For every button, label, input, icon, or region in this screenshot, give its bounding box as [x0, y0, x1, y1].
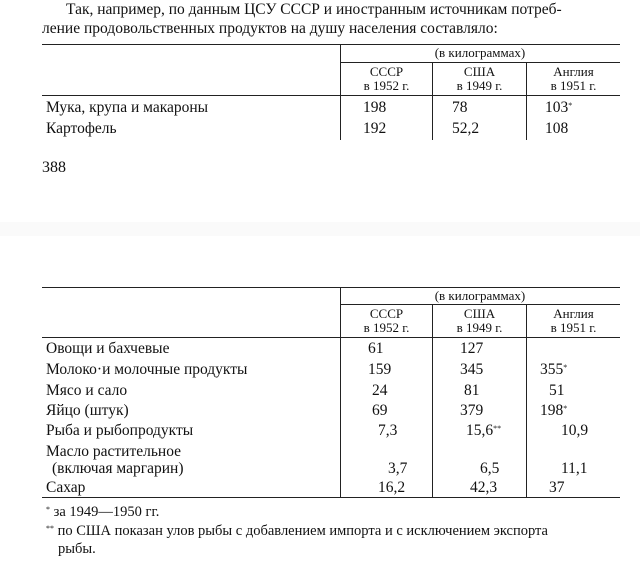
table2-row-5-name: Рыба и рыбопродукты	[46, 422, 194, 439]
table2-row-2-ussr: 159	[368, 361, 392, 378]
table2-col-usa-header: США в 1949 г.	[456, 306, 503, 335]
table1-unit-label: (в килограммах)	[434, 45, 526, 60]
table2-row-6-usa: 6,5	[480, 460, 500, 477]
table1-row-1-ussr: 198	[363, 99, 387, 116]
page-break	[0, 222, 640, 236]
table2-row-7-uk: 37	[549, 479, 565, 496]
table2-row-2-uk: 355*	[540, 361, 568, 378]
table2-unit-rule	[340, 304, 620, 305]
table2-header-rule	[42, 337, 620, 338]
table2-row-4-usa: 379	[460, 402, 484, 419]
table2-row-7-usa: 42,3	[470, 479, 498, 496]
table1-col-ussr-header: СССР в 1952 г.	[363, 64, 410, 93]
table2-row-1-ussr: 61	[368, 340, 384, 357]
table1-row-2-usa: 52,2	[452, 120, 480, 137]
table1-row-2-ussr: 192	[363, 120, 387, 137]
table2-col-uk-header: Англия в 1951 г.	[550, 306, 597, 335]
table2-row-4-ussr: 69	[372, 402, 388, 419]
table2-row-2-usa: 345	[460, 361, 484, 378]
table1-row-1-name: Мука, крупа и макароны	[46, 99, 209, 116]
table2-row-2-name: Молоко·и молочные продукты	[46, 361, 248, 378]
intro-paragraph	[42, 0, 622, 38]
table2-row-5-usa: 15,6**	[466, 422, 502, 439]
intro-line-2: ление продовольственных продуктов на душу населения составляло:	[42, 20, 498, 37]
table2-row-5-ussr: 7,3	[378, 422, 398, 439]
table2-row-1-name: Овощи и бахчевые	[46, 340, 170, 357]
table2-row-6-uk: 11,1	[561, 460, 588, 477]
table2-row-4-uk: 198*	[540, 402, 568, 419]
table1-row-2-uk: 108	[545, 120, 569, 137]
footnote-2: ** по США показан улов рыбы с добавлением импорта и с исключением экспорта рыбы.	[46, 523, 548, 557]
table2-row-3-uk: 51	[549, 382, 565, 399]
table1-row-1-usa: 78	[452, 99, 468, 116]
table2-row-7-name: Сахар	[46, 479, 86, 496]
table1-header-rule	[42, 95, 620, 96]
table2-row-1-usa: 127	[460, 340, 484, 357]
footnote-1: * за 1949—1950 гг.	[46, 504, 160, 520]
table2-row-4-name: Яйцо (штук)	[46, 402, 129, 419]
table2-row-6-name: Масло растительное	[46, 443, 182, 460]
table2-row-3-usa: 81	[464, 382, 480, 399]
intro-line-1: Так, например, по данным ЦСУ СССР и иностранным источникам потреб-	[66, 1, 562, 18]
table2-row-6-name-cont: (включая маргарин)	[52, 460, 184, 477]
table1-col-usa-header: США в 1949 г.	[456, 64, 503, 93]
table2-row-3-ussr: 24	[372, 382, 388, 399]
table2-bottom-rule	[42, 497, 620, 498]
table2-col-ussr-header: СССР в 1952 г.	[363, 306, 410, 335]
table1-col-uk-header: Англия в 1951 г.	[550, 64, 597, 93]
table1-unit-rule	[340, 62, 620, 63]
table1-row-2-name: Картофель	[46, 120, 117, 137]
table2-unit-label: (в килограммах)	[434, 288, 526, 303]
table2-row-6-ussr: 3,7	[388, 460, 408, 477]
table2-row-5-uk: 10,9	[561, 422, 589, 439]
table2-row-3-name: Мясо и сало	[46, 382, 128, 399]
table1-row-1-uk: 103*	[545, 99, 573, 116]
page-number: 388	[42, 159, 66, 176]
table2-row-7-ussr: 16,2	[378, 479, 406, 496]
